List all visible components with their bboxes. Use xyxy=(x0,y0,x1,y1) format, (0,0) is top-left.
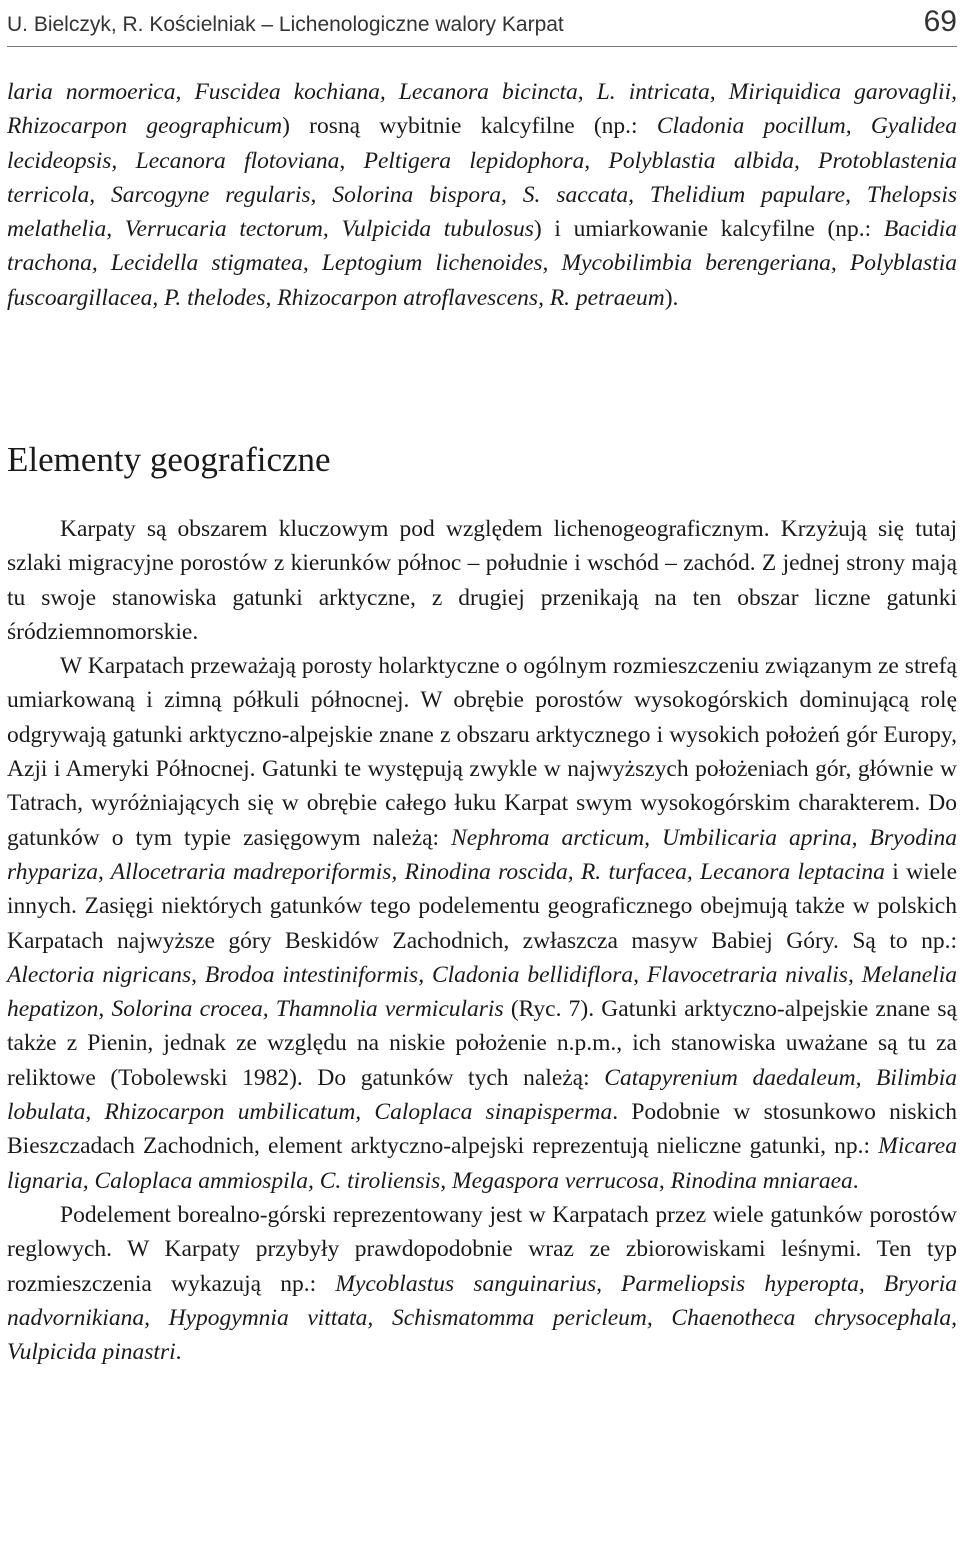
text-run: Karpaty są obszarem kluczowym pod względem lichenogeograficznym. Krzyżują się tutaj szlaki migracyjne porostów z kierunków północ – południe i wschód – zachód. Z jednej strony mają tu swoje stanowiska gatunki arktyczne, z drugiej przenikają na ten obszar liczne gatunki śródziemnomorskie. xyxy=(7,516,957,645)
paragraph xyxy=(7,75,957,315)
text-run: (Ryc. 7). Gatunki arktyczno-alpejskie znane są także z Pienin, jednak ze względu na niskie położenie n.p.m., ich stanowiska uważane są tu za reliktowe (Tobolewski 1982). Do gatunków tych należą: xyxy=(7,996,957,1091)
text-run: Catapyrenium daedaleum, Bilimbia lobulata, Rhizocarpon umbilicatum, Caloplaca sinapisperma xyxy=(7,1064,958,1126)
text-run: . xyxy=(175,1339,182,1366)
text-run: Bacidia trachona, Lecidella stigmatea, Leptogium lichenoides, Mycobilimbia berengeriana, Polyblastia fuscoargillacea, P. thelodes, Rhizocarpon atroflavescens, R. petraeum xyxy=(7,216,957,311)
running-title: U. Bielczyk, R. Kościelniak – Lichenologiczne walory Karpat xyxy=(7,13,564,36)
text-run: ). xyxy=(664,284,679,311)
text-run: Alectoria nigricans, Brodoa intestiniformis, Cladonia bellidiflora, Flavocetraria nivalis, Melanelia hepatizon, Solorina crocea, Thamnolia vermicularis xyxy=(7,961,957,1023)
text-run: ) rosną wybitnie kalcyfilne (np.: xyxy=(282,113,657,140)
paragraph xyxy=(7,649,957,1198)
section-heading: Elementy geograficzne xyxy=(7,440,331,479)
text-run: . xyxy=(852,1167,859,1194)
paragraph xyxy=(7,512,957,649)
text-run: i wiele innych. Zasięgi niektórych gatunków tego podelementu geograficznego obejmują także w polskich Karpatach najwyższe góry Beskidów Zachodnich, zwłaszcza masyw Babiej Góry. Są to np.: xyxy=(7,858,958,954)
text-run: ) i umiarkowanie kalcyfilne (np.: xyxy=(533,216,884,243)
text-run: Podelement borealno-górski reprezentowany jest w Karpatach przez wiele gatunków porostów reglowych. W Karpaty przybyły prawdopodobnie wraz ze zbiorowiskami leśnymi. Ten typ rozmieszczenia wykazują np.: xyxy=(7,1201,957,1297)
text-run: Cladonia pocillum, Gyalidea lecideopsis, Lecanora flotoviana, Peltigera lepidophora, Polyblastia albida, Protoblastenia terricola, Sarcogyne regularis, Solorina bispora, S. saccata, Thelidium papulare, Thelopsis melathelia, Verrucaria tectorum, Vulpicida tubulosus xyxy=(7,113,957,243)
intro-paragraph xyxy=(7,75,957,315)
text-run: Nephroma arcticum, Umbilicaria aprina, Bryodina rhypariza, Allocetraria madreporiformis, Rinodina roscida, R. turfacea, Lecanora leptacina xyxy=(7,824,957,885)
text-run: laria normoerica, Fuscidea kochiana, Lecanora bicincta, L. intricata, Miriquidica garovaglii, Rhizocarpon geographicum xyxy=(7,79,957,140)
section-body xyxy=(7,512,957,1369)
paragraph xyxy=(7,1198,957,1369)
text-run: Micarea lignaria, Caloplaca ammiospila, C. tiroliensis, Megaspora verrucosa, Rinodina mniaraea xyxy=(7,1133,957,1194)
text-run: W Karpatach przeważają porosty holarktyczne o ogólnym rozmieszczeniu związanym ze strefą umiarkowaną i zimną półkuli północnej. W obrębie porostów wysokogórskich dominującą rolę odgrywają gatunki arktyczno-alpejskie znane z obszaru arktycznego i wysokich położeń gór Europy, Azji i Ameryki Północnej. Gatunki te występują zwykle w najwyższych położeniach gór, głównie w Tatrach, wyróżniających się w obrębie całego łuku Karpat swym wysokogórskim charakterem. Do gatunków o tym typie zasięgowym należą: xyxy=(7,653,957,851)
text-run: . Podobnie w stosunkowo niskich Bieszczadach Zachodnich, element arktyczno-alpejski reprezentują nieliczne gatunki, np.: xyxy=(7,1099,957,1160)
running-header xyxy=(7,0,957,47)
page-number: 69 xyxy=(923,5,957,38)
text-run: Mycoblastus sanguinarius, Parmeliopsis hyperopta, Bryoria nadvornikiana, Hypogymnia vittata, Schismatomma pericleum, Chaenotheca chrysocephala, Vulpicida pinastri xyxy=(7,1270,957,1366)
